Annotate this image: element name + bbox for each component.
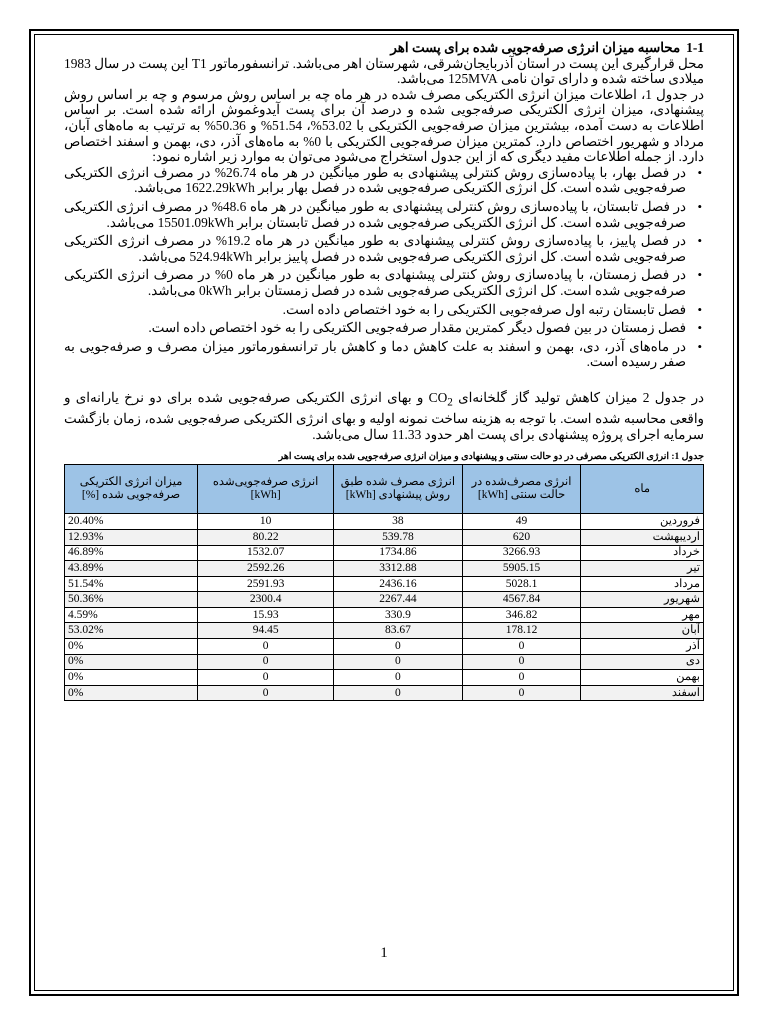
finding-item: • در ماه‌های آذر، دی، بهمن و اسفند به علت کاهش دما و کاهش بار ترانسفورماتور میزان مصرف و صرفه‌جویی به صفر رسیده است. xyxy=(64,339,686,370)
cell-traditional: 5905.15 xyxy=(462,561,581,577)
cell-month: اردیبهشت xyxy=(581,529,704,545)
cell-saved: 0 xyxy=(198,685,334,701)
finding-item: • در فصل بهار، با پیاده‌سازی روش کنترلی پیشنهادی به طور میانگین در هر ماه 26.74% در مصرف انرژی الکتریکی صرفه‌جویی شده است. کل انرژی الکتریکی صرفه‌جویی شده در فصل بهار برابر 1622.29kWh می‌باشد. xyxy=(64,165,686,196)
table-row xyxy=(65,685,704,701)
finding-item: • فصل تابستان رتبه اول صرفه‌جویی الکتریکی را به خود اختصاص داده است. xyxy=(64,302,686,318)
table-row xyxy=(65,670,704,686)
cell-proposed: 0 xyxy=(334,639,462,655)
cell-traditional: 0 xyxy=(462,639,581,655)
findings-list xyxy=(64,165,704,370)
cell-saved: 0 xyxy=(198,639,334,655)
cell-traditional: 0 xyxy=(462,685,581,701)
cell-percent: 12.93% xyxy=(65,529,198,545)
co2-formula xyxy=(428,389,453,409)
cell-month: مهر xyxy=(581,607,704,623)
cell-month: مرداد xyxy=(581,576,704,592)
table-row xyxy=(65,514,704,530)
intro-paragraph: محل قرارگیری این پست در استان آذربایجان‌شرقی، شهرستان اهر می‌باشد. ترانسفورماتور T1 این پست در سال 1983 میلادی ساخته شده و دارای توان نامی 125MVA می‌باشد. xyxy=(64,55,704,87)
cell-percent: 0% xyxy=(65,670,198,686)
co2-paragraph xyxy=(64,390,704,442)
cell-proposed: 38 xyxy=(334,514,462,530)
co2-text-after: و بهای انرژی الکتریکی صرفه‌جویی شده برای دو نرخ یارانه‌ای و واقعی محاسبه شده است. با توجه به هزینه ساخت نمونه اولیه و بهای انرژی الکتریکی صرفه‌جویی شده، زمان بازگشت سرمایه اجرای پروژه پیشنهادی برای پست اهر حدود 11.33 سال می‌باشد. xyxy=(64,389,704,442)
cell-month: فروردین xyxy=(581,514,704,530)
cell-month: آبان xyxy=(581,623,704,639)
table-row xyxy=(65,529,704,545)
cell-proposed: 0 xyxy=(334,654,462,670)
table-header-row xyxy=(65,465,704,514)
cell-percent: 0% xyxy=(65,685,198,701)
cell-percent: 43.89% xyxy=(65,561,198,577)
cell-proposed: 2436.16 xyxy=(334,576,462,592)
header-traditional: انرژی مصرف‌شده در حالت سنتی [kWh] xyxy=(462,465,581,514)
cell-month: تیر xyxy=(581,561,704,577)
energy-table xyxy=(64,464,704,701)
cell-saved: 2592.26 xyxy=(198,561,334,577)
cell-saved: 1532.07 xyxy=(198,545,334,561)
cell-traditional: 0 xyxy=(462,670,581,686)
cell-month: اسفند xyxy=(581,685,704,701)
cell-percent: 50.36% xyxy=(65,592,198,608)
cell-month: بهمن xyxy=(581,670,704,686)
table-row xyxy=(65,545,704,561)
cell-saved: 0 xyxy=(198,654,334,670)
cell-traditional: 5028.1 xyxy=(462,576,581,592)
finding-item: • فصل زمستان در بین فصول دیگر کمترین مقدار صرفه‌جویی الکتریکی را به خود اختصاص داده است. xyxy=(64,320,686,336)
cell-proposed: 539.78 xyxy=(334,529,462,545)
cell-month: دی xyxy=(581,654,704,670)
cell-month: آذر xyxy=(581,639,704,655)
cell-saved: 15.93 xyxy=(198,607,334,623)
cell-traditional: 4567.84 xyxy=(462,592,581,608)
cell-month: شهریور xyxy=(581,592,704,608)
cell-saved: 80.22 xyxy=(198,529,334,545)
cell-percent: 20.40% xyxy=(65,514,198,530)
table-row xyxy=(65,561,704,577)
finding-item: • در فصل تابستان، با پیاده‌سازی روش کنترلی پیشنهادی به طور میانگین در هر ماه 48.6% در مصرف انرژی الکتریکی صرفه‌جویی شده است. کل انرژی الکتریکی صرفه‌جویی شده در فصل تابستان برابر 15501.09kWh می‌باشد. xyxy=(64,199,686,230)
table-body xyxy=(65,514,704,701)
cell-traditional: 178.12 xyxy=(462,623,581,639)
page-number: 1 xyxy=(380,945,388,961)
cell-proposed: 2267.44 xyxy=(334,592,462,608)
table-row xyxy=(65,607,704,623)
co2-formula-subscript: 2 xyxy=(447,396,453,409)
cell-percent: 0% xyxy=(65,654,198,670)
cell-percent: 0% xyxy=(65,639,198,655)
finding-item: • در فصل زمستان، با پیاده‌سازی روش کنترلی پیشنهادی به طور میانگین در هر ماه 0% در مصرف انرژی الکتریکی صرفه‌جویی شده است. کل انرژی الکتریکی صرفه‌جویی شده در فصل زمستان برابر 0kWh می‌باشد. xyxy=(64,267,686,298)
cell-percent: 4.59% xyxy=(65,607,198,623)
cell-percent: 46.89% xyxy=(65,545,198,561)
cell-traditional: 49 xyxy=(462,514,581,530)
cell-proposed: 330.9 xyxy=(334,607,462,623)
co2-text-before: در جدول 2 میزان کاهش تولید گاز گلخانه‌ای xyxy=(452,389,704,405)
cell-proposed: 0 xyxy=(334,685,462,701)
cell-proposed: 1734.86 xyxy=(334,545,462,561)
cell-saved: 2591.93 xyxy=(198,576,334,592)
table-row xyxy=(65,576,704,592)
cell-saved: 94.45 xyxy=(198,623,334,639)
cell-proposed: 83.67 xyxy=(334,623,462,639)
cell-month: خرداد xyxy=(581,545,704,561)
cell-saved: 2300.4 xyxy=(198,592,334,608)
table-caption: جدول 1: انرژی الکتریکی مصرفی در دو حالت سنتی و پیشنهادی و میزان انرژی صرفه‌جویی شده برای پست اهر xyxy=(278,452,704,463)
cell-saved: 0 xyxy=(198,670,334,686)
finding-item: • در فصل پاییز، با پیاده‌سازی روش کنترلی پیشنهادی به طور میانگین در هر ماه 19.2% در مصرف انرژی الکتریکی صرفه‌جویی شده است. کل انرژی الکتریکی صرفه‌جویی شده در فصل پاییز برابر 524.94kWh می‌باشد. xyxy=(64,233,686,264)
table-row xyxy=(65,623,704,639)
header-month: ماه xyxy=(581,465,704,514)
cell-traditional: 620 xyxy=(462,529,581,545)
section-title: محاسبه میزان انرژی صرفه‌جویی شده برای پست اهر xyxy=(390,40,681,55)
header-proposed: انرژی مصرف شده طبق روش پیشنهادی [kWh] xyxy=(334,465,462,514)
cell-proposed: 3312.88 xyxy=(334,561,462,577)
cell-percent: 51.54% xyxy=(65,576,198,592)
header-percent: میزان انرژی الکتریکی صرفه‌جویی شده [%] xyxy=(65,465,198,514)
co2-formula-main: CO xyxy=(428,389,448,405)
header-saved: انرژی صرفه‌جویی‌شده [kWh] xyxy=(198,465,334,514)
section-number: 1-1 xyxy=(686,40,704,55)
table-row xyxy=(65,592,704,608)
document-body xyxy=(64,40,704,701)
section-heading xyxy=(64,40,704,56)
cell-traditional: 3266.93 xyxy=(462,545,581,561)
cell-proposed: 0 xyxy=(334,670,462,686)
table-description-paragraph: در جدول 1، اطلاعات میزان انرژی الکتریکی مصرف شده در هر ماه چه بر اساس روش مرسوم و چه بر اساس روش پیشنهادی، میزان انرژی الکتریکی صرفه‌جویی شده و درصد آن برای پست آیدوغموش ارائه شده است. بر اساس اطلاعات به دست آمده، بیشترین میزان صرفه‌جویی الکتریکی با 53.02%، 51.54% و 50.36% به ترتیب به ماه‌های آبان، مرداد و شهریور اختصاص دارد. کمترین میزان صرفه‌جویی الکتریکی با 0% به ماه‌های آذر، دی، بهمن و اسفند اختصاص دارد. از جمله اطلاعات مفید دیگری که از این جدول استخراج می‌شود می‌توان به موارد زیر اشاره نمود: xyxy=(64,86,704,165)
table-row xyxy=(65,639,704,655)
cell-percent: 53.02% xyxy=(65,623,198,639)
cell-saved: 10 xyxy=(198,514,334,530)
cell-traditional: 0 xyxy=(462,654,581,670)
table-row xyxy=(65,654,704,670)
cell-traditional: 346.82 xyxy=(462,607,581,623)
